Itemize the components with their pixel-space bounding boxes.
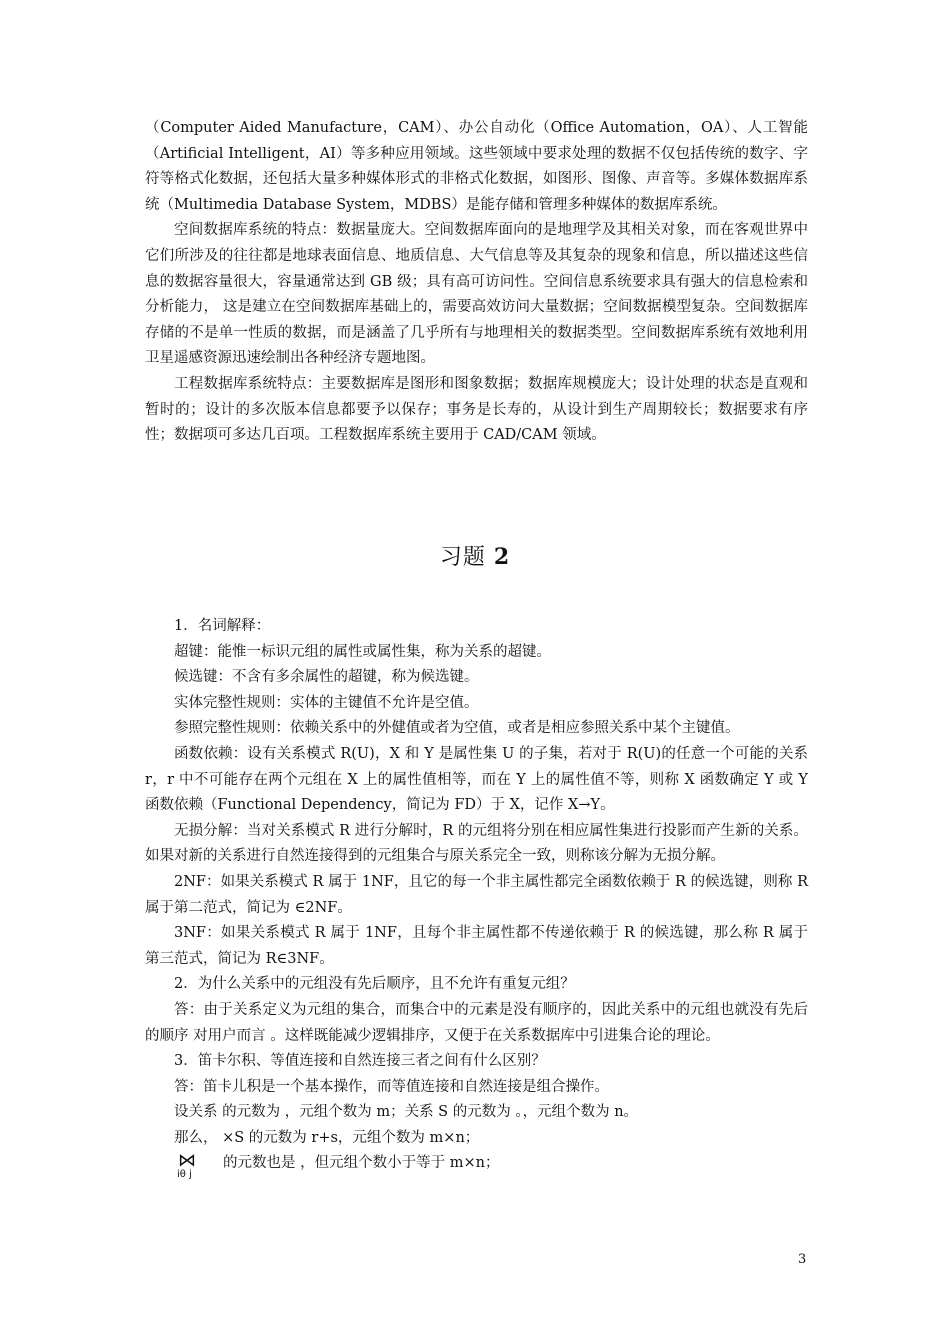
page-number: 3 — [798, 1252, 807, 1267]
answer-3-line-4 — [145, 1150, 808, 1181]
paragraph-multimedia-db: （Computer Aided Manufacture，CAM）、办公自动化（Office Automation，OA）、人工智能（Artificial Intelligent，AI）等多种应用领域。这些领域中要求处理的数据不仅包括传统的数字、字符等格式化数据，还包括大量多种媒体形式的非格式化数据，如图形、图像、声音等。多媒体数据库系统（Multimedia Database System，MDBS）是能存储和管理多种媒体的数据库系统。 — [145, 120, 808, 213]
join-icon: ⋈ — [178, 1150, 196, 1172]
def-3nf: 3NF：如果关系模式 R 属于 1NF，且每个非主属性都不传递依赖于 R 的候选键，那么称 R 属于第三范式，简记为 R∈3NF。 — [145, 925, 808, 967]
heading-number: 2 — [493, 544, 511, 570]
def-2nf: 2NF：如果关系模式 R 属于 1NF，且它的每一个非主属性都完全函数依赖于 R 的候选键，则称 R 属于第二范式，简记为 ∈2NF。 — [145, 873, 808, 916]
question-2-title: 2．为什么关系中的元组没有先后顺序，且不允许有重复元组？ — [174, 976, 575, 993]
answer-3-line-3: 那么， ×S 的元数为 r+s，元组个数为 m×n； — [174, 1129, 480, 1146]
question-3-title: 3．笛卡尔积、等值连接和自然连接三者之间有什么区别？ — [174, 1053, 546, 1070]
exercise-heading — [0, 540, 950, 571]
answer-2: 答：由于关系定义为元组的集合，而集合中的元素是没有顺序的，因此关系中的元组也就没有先后的顺序 对用户而言 。这样既能减少逻辑排序，又便于在关系数据库中引进集合论的理论。 — [145, 1001, 808, 1044]
exercise-answers — [145, 614, 808, 1181]
def-referential-integrity: 参照完整性规则：依赖关系中的外健值或者为空值，或者是相应参照关系中某个主键值。 — [174, 720, 740, 737]
def-superkey: 超键：能惟一标识元组的属性或属性集，称为关系的超键。 — [174, 643, 551, 660]
answer-3-line-4-text: 的元数也是 ，但元组个数小于等于 m×n； — [223, 1155, 500, 1172]
def-functional-dependency: 函数依赖：设有关系模式 R(U)，X 和 Y 是属性集 U 的子集，若对于 R(U)的任意一个可能的关系 r，r 中不可能存在两个元组在 X 上的属性值相等，而在 Y 上的属性值不等，则称 X 函数确定 Y 或 Y 函数依赖（Functional Dependency，简记为 FD）于 X，记作 X→Y。 — [145, 745, 808, 814]
question-1-title: 1．名词解释： — [174, 618, 271, 634]
paragraph-spatial-db: 空间数据库系统的特点：数据量庞大。空间数据库面向的是地理学及其相关对象，而在客观世界中它们所涉及的往往都是地球表面信息、地质信息、大气信息等及其复杂的现象和信息，所以描述这些信息的数据容量很大，容量通常达到 GB 级；具有高可访问性。空间信息系统要求具有强大的信息检索和分析能力， 这是建立在空间数据库基础上的，需要高效访问大量数据；空间数据模型复杂。空间数据库存储的不是单一性质的数据，而是涵盖了几乎所有与地理相关的数据类型。空间数据库系统有效地利用卫星遥感资源迅速绘制出各种经济专题地图。 — [145, 222, 808, 367]
join-subscript: iθ j — [177, 1169, 192, 1181]
def-entity-integrity: 实体完整性规则：实体的主键值不允许是空值。 — [174, 694, 479, 711]
heading-prefix: 习题 — [439, 545, 494, 570]
answer-3-line-2: 设关系 的元数为 ，元组个数为 m；关系 S 的元数为 。，元组个数为 n。 — [174, 1104, 639, 1121]
def-lossless-decomposition: 无损分解：当对关系模式 R 进行分解时，R 的元组将分别在相应属性集进行投影而产生新的关系。如果对新的关系进行自然连接得到的元组集合与原关系完全一致，则称该分解为无损分解。 — [145, 822, 808, 865]
paragraph-engineering-db: 工程数据库系统特点：主要数据库是图形和图象数据；数据库规模庞大；设计处理的状态是直观和暂时的；设计的多次版本信息都要予以保存；事务是长寿的，从设计到生产周期较长；数据要求有序性；数据项可多达几百项。工程数据库系统主要用于 CAD/CAM 领域。 — [145, 375, 808, 444]
section-continued-text — [145, 116, 808, 449]
answer-3-line-1: 答：笛卡儿积是一个基本操作，而等值连接和自然连接是组合操作。 — [174, 1078, 609, 1095]
def-candidate-key: 候选键：不含有多余属性的超键，称为候选键。 — [174, 669, 479, 686]
